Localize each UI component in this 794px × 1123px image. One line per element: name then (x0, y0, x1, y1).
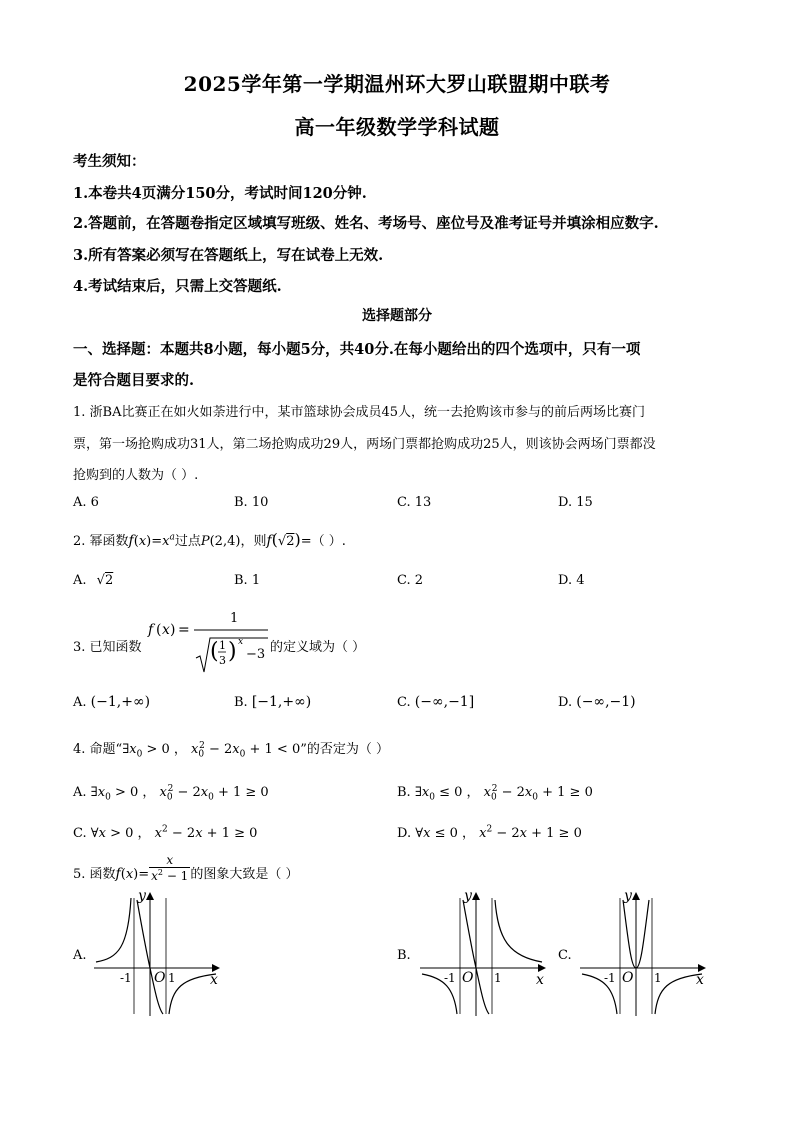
tick-pos1: 1 (168, 971, 176, 985)
notice-item-4: 4.考试结束后，只需上交答题纸. (73, 278, 282, 295)
svg-text:3: 3 (219, 654, 226, 667)
q1-option-b: B. 10 (234, 495, 269, 510)
q2-mid: 过点 (174, 534, 201, 549)
q4-stem: 4. 命题“$\exists x_0 > 0$ ， $x_0^2 - 2x_0 + 1 < 0$”的否定为（ ） (73, 740, 389, 760)
tick-pos1: 1 (494, 971, 502, 985)
origin-label: O (154, 970, 166, 986)
svg-text:): ) (170, 622, 176, 638)
svg-text:(: ( (210, 639, 219, 664)
q3-function-formula (146, 604, 270, 676)
svg-text:): ) (228, 639, 237, 664)
origin-label: O (462, 970, 474, 986)
notice-heading: 考生须知： (73, 153, 146, 170)
q5-option-b-label: B. (397, 948, 411, 963)
q4-option-b: B. $\exists x_0 \le 0$ ， $x_0^2 - 2x_0 + 1 \ge 0$ (397, 783, 593, 803)
q4-option-d: D. ∀x ≤ 0 ， $x^2 - 2x + 1 \ge 0$ (397, 824, 582, 841)
q5-option-c-label: C. (558, 948, 572, 963)
q2-tail: =（ ）. (300, 534, 346, 549)
q3-option-d: D. (−∞,−1) (558, 694, 636, 710)
axis-x-label: x (210, 972, 218, 988)
q2-prefix: 2. 幂函数 (73, 534, 129, 549)
tick-neg1: -1 (604, 971, 616, 985)
q3-option-c: C. (−∞,−1] (397, 694, 475, 710)
q3-suffix: 的定义域为（ ） (270, 640, 366, 655)
q5-option-a-label: A. (73, 948, 87, 963)
notice-item-3: 3.所有答案必须写在答题纸上，写在试卷上无效. (73, 247, 384, 264)
q1-option-c: C. 13 (397, 495, 432, 510)
axis-x-label: x (696, 972, 704, 988)
q3-prefix: 3. 已知函数 (73, 640, 142, 655)
svg-text:−3: −3 (246, 647, 266, 662)
svg-text:(: ( (156, 622, 162, 638)
q2-option-b: B. 1 (234, 573, 261, 588)
q5-graph-c (576, 888, 712, 1018)
svg-text:1: 1 (230, 611, 239, 626)
tick-neg1: -1 (120, 971, 132, 985)
q1-line1: 1. 浙BA比赛正在如火如荼进行中，某市篮球协会成员45人，统一去抢购该市参与的前后两场比赛门 (73, 405, 646, 420)
section-instruction-line2: 是符合题目要求的. (73, 372, 195, 389)
q2-option-c: C. 2 (397, 573, 424, 588)
section-instruction-line1: 一、选择题：本题共8小题，每小题5分，共40分.在每小题给出的四个选项中，只有一项 (73, 341, 641, 358)
svg-text:x: x (238, 637, 244, 647)
q5-graph-b (416, 888, 552, 1018)
q3-option-b: B. [−1,+∞) (234, 694, 312, 710)
exam-subtitle: 高一年级数学学科试题 (294, 115, 500, 139)
svg-text:x: x (162, 622, 170, 638)
q4-option-a: A. $\exists x_0 > 0$ ， $x_0^2 - 2x_0 + 1 \ge 0$ (73, 783, 269, 803)
tick-neg1: -1 (444, 971, 456, 985)
q5-stem: 5. 函数f(x)= $\frac{x}{x^2 - 1}$ 的图象大致是（ ） (73, 852, 299, 883)
section-title: 选择题部分 (362, 308, 432, 324)
notice-item-2: 2.答题前，在答题卷指定区域填写班级、姓名、考场号、座位号及准考证号并填涂相应数字. (73, 215, 659, 232)
origin-label: O (622, 970, 634, 986)
svg-text:=: = (178, 622, 190, 638)
axis-x-label: x (536, 972, 544, 988)
svg-text:f: f (148, 622, 154, 638)
axis-y-label: y (464, 888, 472, 904)
tick-pos1: 1 (654, 971, 662, 985)
exam-title: 2025学年第一学期温州环大罗山联盟期中联考 (183, 72, 611, 96)
axis-y-label: y (138, 888, 146, 904)
axis-y-label: y (624, 888, 632, 904)
q5-graph-a (90, 888, 226, 1018)
q2-suffix: ，则 (240, 534, 267, 549)
q4-option-c: C. ∀x > 0 ， $x^2 - 2x + 1 \ge 0$ (73, 824, 258, 841)
svg-text:1: 1 (219, 639, 226, 652)
q1-option-a: A. 6 (73, 495, 99, 510)
q1-option-d: D. 15 (558, 495, 593, 510)
q2-option-d: D. 4 (558, 573, 585, 588)
q1-line3: 抢购到的人数为（ ）. (73, 468, 199, 483)
notice-item-1: 1.本卷共4页满分150分，考试时间120分钟. (73, 185, 367, 202)
q2-option-a: A. √2 (73, 573, 114, 588)
q2-stem: 2. 幂函数$f(x)=x^a$过点P(2,4)，则f(√2)=（ ）. (73, 530, 346, 549)
q3-option-a: A. (−1,+∞) (73, 694, 151, 710)
q1-line2: 票，第一场抢购成功31人，第二场抢购成功29人，两场门票都抢购成功25人，则该协会两场门票都没 (73, 437, 656, 452)
